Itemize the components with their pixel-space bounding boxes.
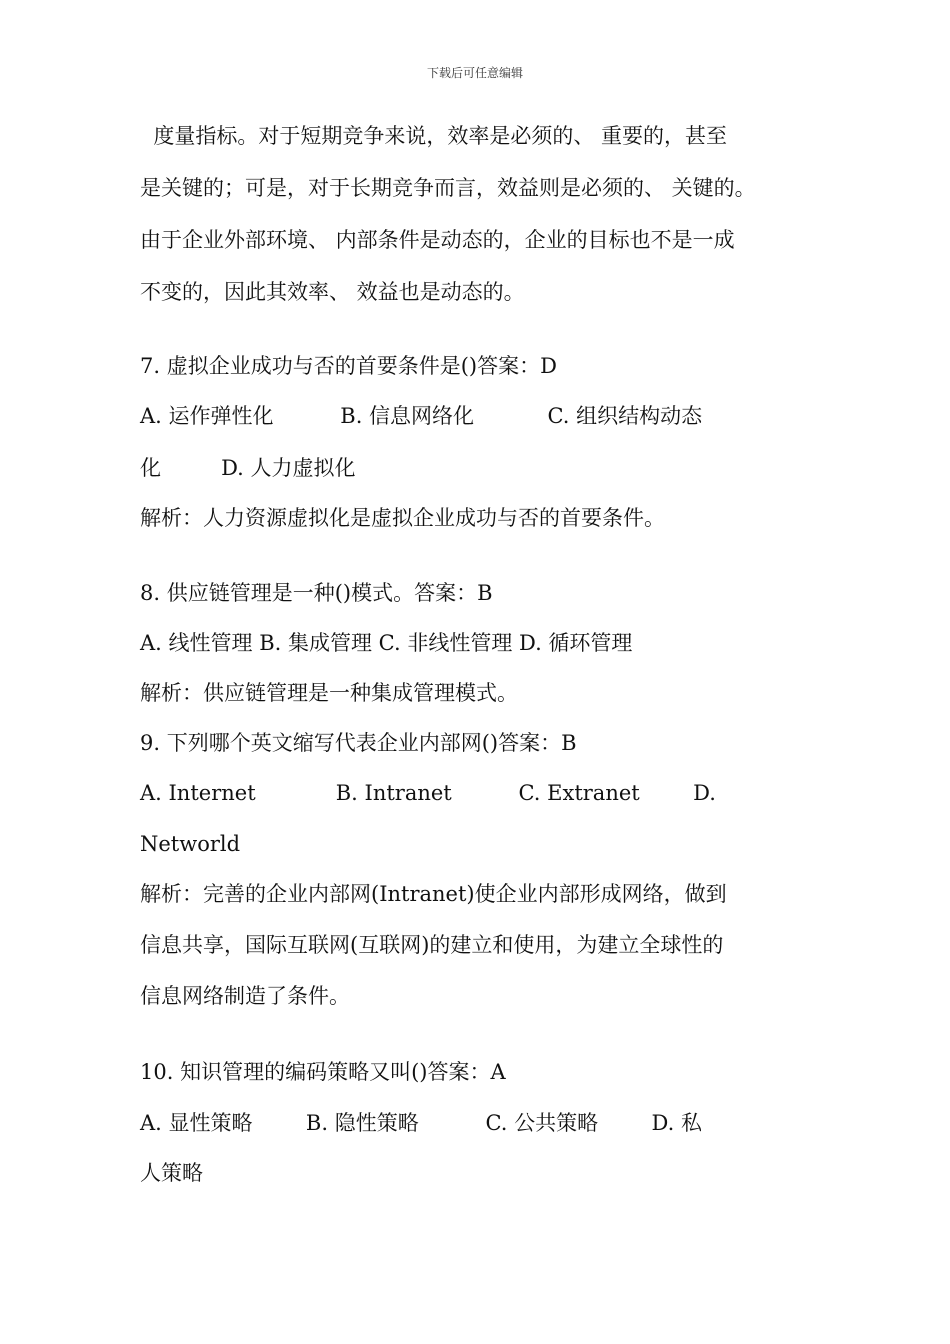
question-8: 8. 供应链管理是一种()模式。答案：B bbox=[140, 581, 493, 605]
question-7-options: A. 运作弹性化 B. 信息网络化 C. 组织结构动态 bbox=[140, 404, 703, 428]
question-9-explanation-cont: 信息网络制造了条件。 bbox=[140, 984, 350, 1008]
question-9-options: A. Internet B. Intranet C. Extranet D. bbox=[140, 781, 716, 805]
paragraph-line: 不变的，因此其效率、 效益也是动态的。 bbox=[140, 280, 525, 304]
question-10-options-cont: 人策略 bbox=[140, 1161, 203, 1185]
question-9-options-cont: Networld bbox=[140, 832, 241, 856]
question-7-options-cont: 化 D. 人力虚拟化 bbox=[140, 456, 356, 480]
question-10-options: A. 显性策略 B. 隐性策略 C. 公共策略 D. 私 bbox=[140, 1111, 702, 1135]
question-10: 10. 知识管理的编码策略又叫()答案：A bbox=[140, 1060, 506, 1084]
page-header: 下载后可任意编辑 bbox=[426, 66, 523, 80]
question-9: 9. 下列哪个英文缩写代表企业内部网()答案：B bbox=[140, 731, 577, 755]
question-9-explanation-cont: 信息共享，国际互联网(互联网)的建立和使用，为建立全球性的 bbox=[140, 933, 724, 957]
question-8-explanation: 解析：供应链管理是一种集成管理模式。 bbox=[140, 681, 518, 705]
question-9-explanation: 解析：完善的企业内部网(Intranet)使企业内部形成网络，做到 bbox=[140, 882, 727, 906]
question-7-explanation: 解析：人力资源虚拟化是虚拟企业成功与否的首要条件。 bbox=[140, 506, 665, 530]
paragraph-line: 由于企业外部环境、 内部条件是动态的，企业的目标也不是一成 bbox=[140, 228, 735, 252]
paragraph-line: 度量指标。对于短期竞争来说，效率是必须的、 重要的，甚至 bbox=[140, 124, 728, 148]
question-7: 7. 虚拟企业成功与否的首要条件是()答案：D bbox=[140, 354, 557, 378]
question-8-options: A. 线性管理 B. 集成管理 C. 非线性管理 D. 循环管理 bbox=[140, 631, 633, 655]
paragraph-line: 是关键的；可是，对于长期竞争而言，效益则是必须的、 关键的。 bbox=[140, 176, 756, 200]
